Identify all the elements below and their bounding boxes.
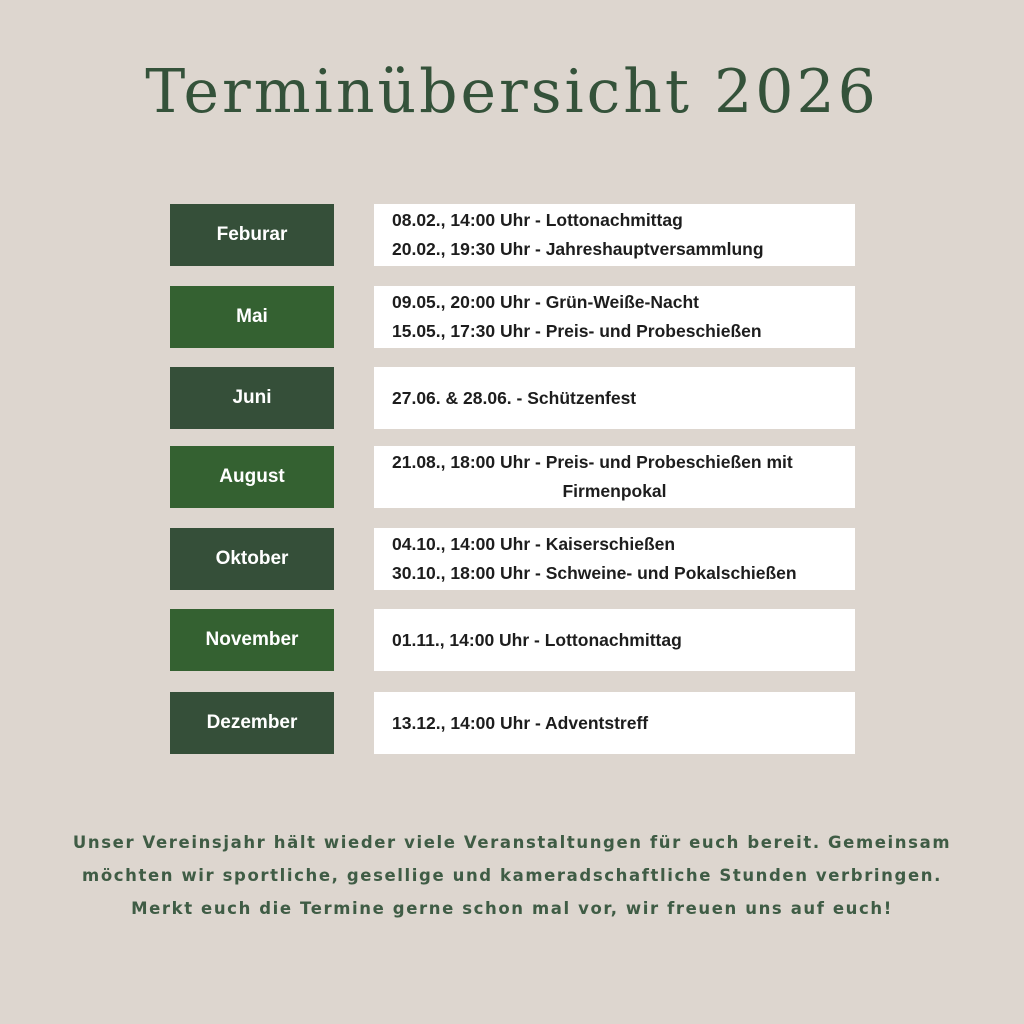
event-list [374, 286, 855, 348]
month-label: November [170, 609, 334, 671]
event-item: 13.12., 14:00 Uhr - Adventstreff [392, 712, 649, 733]
event-item: 21.08., 18:00 Uhr - Preis- und Probeschießen mit [392, 452, 793, 472]
event-list [374, 692, 855, 754]
event-item: 04.10., 14:00 Uhr - Kaiserschießen [392, 534, 676, 554]
event-list [374, 446, 855, 508]
event-item-continuation: Firmenpokal [562, 481, 667, 501]
footer-line: Merkt euch die Termine gerne schon mal vor, wir freuen uns auf euch! [131, 899, 893, 918]
event-list [374, 367, 855, 429]
schedule-row-mai [0, 286, 1024, 350]
month-label: Juni [170, 367, 334, 429]
schedule-row-november [0, 609, 1024, 673]
schedule-row-dezember [0, 692, 1024, 756]
schedule-row-oktober [0, 528, 1024, 592]
month-label: Dezember [170, 692, 334, 754]
event-list [374, 609, 855, 671]
month-label: Oktober [170, 528, 334, 590]
month-label: Feburar [170, 204, 334, 266]
month-label: Mai [170, 286, 334, 348]
footer-line: möchten wir sportliche, gesellige und kameradschaftliche Stunden verbringen. [82, 866, 942, 885]
month-label: August [170, 446, 334, 508]
footer-text [0, 826, 1024, 925]
event-item: 20.02., 19:30 Uhr - Jahreshauptversammlung [392, 239, 764, 259]
event-item: 27.06. & 28.06. - Schützenfest [392, 387, 637, 408]
event-item: 08.02., 14:00 Uhr - Lottonachmittag [392, 210, 683, 230]
event-list [374, 528, 855, 590]
schedule-row-august [0, 446, 1024, 510]
event-list [374, 204, 855, 266]
event-item: 30.10., 18:00 Uhr - Schweine- und Pokalschießen [392, 563, 797, 583]
event-item: 01.11., 14:00 Uhr - Lottonachmittag [392, 629, 682, 650]
event-item: 09.05., 20:00 Uhr - Grün-Weiße-Nacht [392, 292, 699, 312]
schedule-row-juni [0, 367, 1024, 431]
event-item: 15.05., 17:30 Uhr - Preis- und Probeschießen [392, 321, 762, 341]
footer-line: Unser Vereinsjahr hält wieder viele Veranstaltungen für euch bereit. Gemeinsam [72, 833, 952, 852]
schedule-row-feburar [0, 204, 1024, 268]
page-title: Terminübersicht 2026 [145, 57, 879, 127]
